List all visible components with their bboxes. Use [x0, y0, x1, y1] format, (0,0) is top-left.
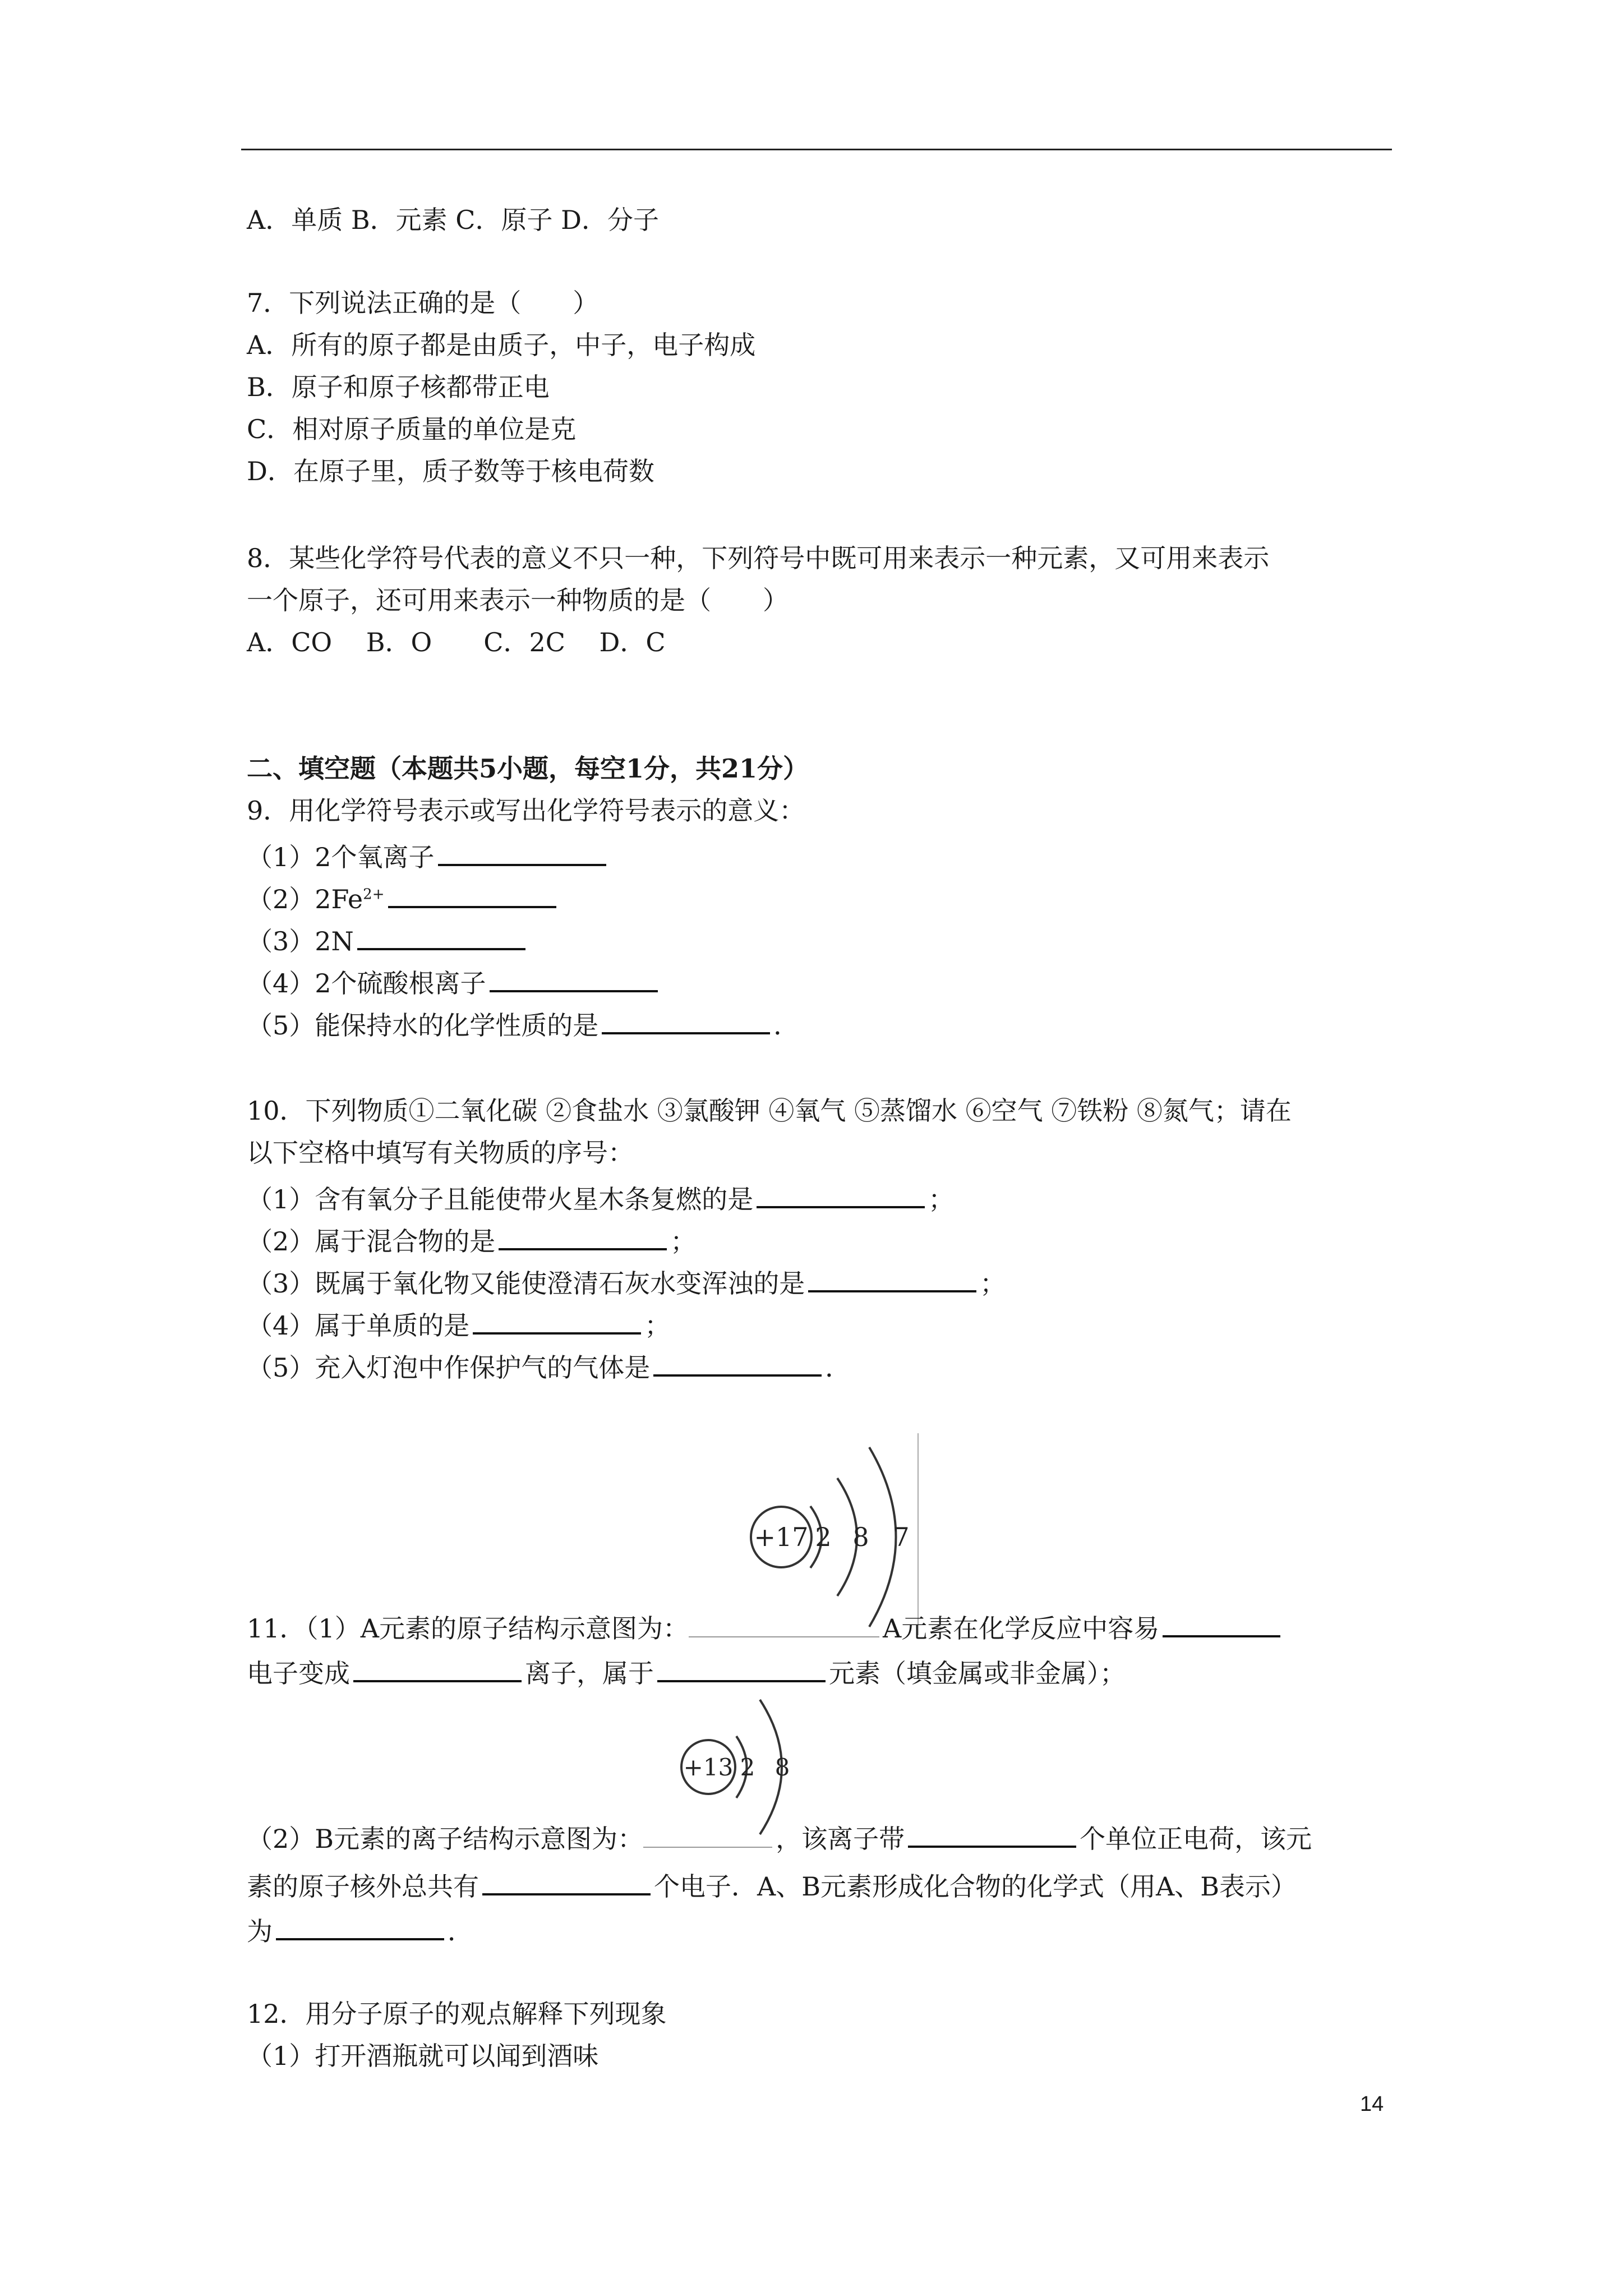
q12-item-1: （1）打开酒瓶就可以闻到酒味 [247, 2041, 599, 2071]
q7-stem: 7．下列说法正确的是（ ） [247, 288, 599, 318]
diagram-baseline [643, 1819, 772, 1848]
q9-item-4: （4）2个硫酸根离子 [247, 962, 661, 1000]
answer-blank[interactable] [657, 1652, 826, 1682]
answer-blank[interactable] [499, 1220, 667, 1250]
answer-blank[interactable] [473, 1304, 641, 1335]
atom-structure-diagram-a [743, 1433, 923, 1635]
nucleus-charge: +17 [754, 1522, 809, 1552]
q10-item-4: （4）属于单质的是 ； [247, 1304, 670, 1342]
electron-shell-3 [869, 1447, 896, 1627]
shell-3-electrons: 7 [893, 1522, 910, 1552]
q7-option-a: A．所有的原子都是由质子，中子，电子构成 [247, 330, 756, 360]
q10-item-3: （3）既属于氧化物又能使澄清石灰水变浑浊的是 ； [247, 1262, 1006, 1300]
answer-blank[interactable] [357, 920, 525, 950]
q9-item-5: （5）能保持水的化学性质的是 ． [247, 1004, 799, 1042]
q7-option-d: D．在原子里，质子数等于核电荷数 [247, 456, 654, 486]
q9-stem: 9．用化学符号表示或写出化学符号表示的意义： [247, 795, 805, 826]
q8-stem-line2: 一个原子，还可用来表示一种物质的是（ ） [247, 585, 789, 615]
answer-blank[interactable] [602, 1004, 770, 1034]
q8-stem-line1: 8．某些化学符号代表的意义不只一种，下列符号中既可用来表示一种元素，又可用来表示 [247, 543, 1270, 573]
answer-blank[interactable] [276, 1910, 444, 1940]
shell-2-electrons: 8 [774, 1754, 790, 1781]
answer-blank[interactable] [1163, 1607, 1280, 1637]
answer-blank[interactable] [353, 1652, 522, 1682]
answer-blank[interactable] [808, 1262, 976, 1292]
answer-blank[interactable] [653, 1346, 822, 1377]
answer-blank[interactable] [388, 878, 556, 908]
q11-line-3: （2）B元素的离子结构示意图为： ，该离子带 个单位正电荷，该元 [247, 1818, 1312, 1856]
header-rule [241, 149, 1392, 150]
q9-item-1: （1）2个氧离子 [247, 836, 610, 874]
q11-line-5: 为 ． [247, 1910, 473, 1948]
q10-item-1: （1）含有氧分子且能使带火星木条复燃的是 ； [247, 1178, 954, 1216]
q8-options: A．CO B．O C．2C D．C [247, 627, 666, 657]
answer-blank[interactable] [757, 1178, 925, 1208]
shell-2-electrons: 8 [852, 1522, 869, 1552]
diagram-baseline [689, 1608, 879, 1637]
q10-stem-line1: 10．下列物质①二氧化碳 ②食盐水 ③氯酸钾 ④氧气 ⑤蒸馏水 ⑥空气 ⑦铁粉 ⑧氮气；请在 [247, 1096, 1292, 1126]
q9-item-2: $(2)2Fe^{2+}$ [247, 878, 560, 916]
q7-option-c: C．相对原子质量的单位是克 [247, 414, 577, 444]
answer-blank[interactable] [438, 836, 606, 866]
q10-item-5: （5）充入灯泡中作保护气的气体是 ． [247, 1346, 851, 1384]
q11-line-2: 电子变成 离子，属于 元素（填金属或非金属）； [247, 1652, 1126, 1690]
q10-stem-line2: 以下空格中填写有关物质的序号： [247, 1138, 634, 1168]
q6-options: A．单质 B．元素 C．原子 D．分子 [247, 205, 659, 235]
nucleus-charge: +13 [683, 1754, 734, 1781]
q11-line-1: 11．（1）A元素的原子结构示意图为： A元素在化学反应中容易 [247, 1607, 1284, 1645]
page-number: 14 [1360, 2092, 1384, 2116]
q12-stem: 12．用分子原子的观点解释下列现象 [247, 1999, 667, 2029]
q9-item-3: （3）2N [247, 920, 529, 958]
answer-blank[interactable] [490, 962, 658, 992]
q11-line-4: 素的原子核外总共有 个电子．A、B元素形成化合物的化学式（用A、B表示） [247, 1865, 1297, 1903]
q7-option-b: B．原子和原子核都带正电 [247, 372, 550, 402]
answer-blank[interactable] [908, 1818, 1076, 1848]
answer-blank[interactable] [482, 1865, 651, 1895]
shell-1-electrons: 2 [815, 1522, 832, 1552]
section-heading: 二、填空题（本题共5小题，每空1分，共21分） [247, 753, 809, 784]
shell-1-electrons: 2 [740, 1754, 755, 1781]
q10-item-2: （2）属于混合物的是 ； [247, 1220, 696, 1258]
